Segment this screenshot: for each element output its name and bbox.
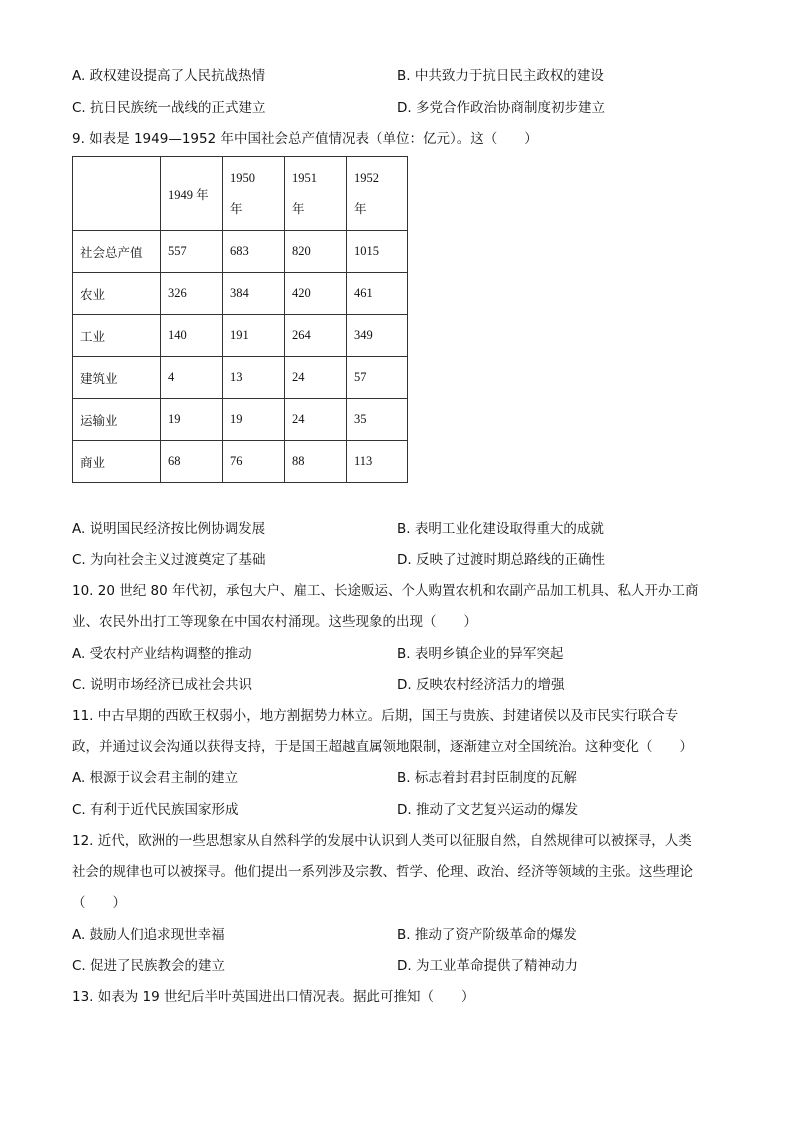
q9-option-b: B. 表明工业化建设取得重大的成就 (397, 521, 604, 537)
table-row-label: 农业 (73, 273, 161, 315)
table-cell: 191 (223, 315, 285, 357)
q10-option-d: D. 反映农村经济活力的增强 (397, 677, 565, 693)
table-cell: 68 (161, 441, 223, 483)
q11-option-b: B. 标志着封君封臣制度的瓦解 (397, 770, 577, 786)
q12-option-c: C. 促进了民族教会的建立 (72, 958, 226, 974)
q9-option-a: A. 说明国民经济按比例协调发展 (72, 521, 266, 537)
table-row-label: 工业 (73, 315, 161, 357)
q10-option-a: A. 受农村产业结构调整的推动 (72, 646, 252, 662)
q10-option-c: C. 说明市场经济已成社会共识 (72, 677, 253, 693)
table-header-1952-unit: 年 (354, 201, 367, 216)
table-cell: 683 (223, 231, 285, 273)
table-header-1950-year: 1950 (230, 170, 255, 185)
table-cell: 19 (223, 399, 285, 441)
q9-stem: 9. 如表是 1949—1952 年中国社会总产值情况表（单位：亿元）。这（ ） (72, 131, 538, 147)
table-header-1950 (223, 157, 285, 231)
table-cell: 420 (285, 273, 347, 315)
table-cell: 113 (347, 441, 408, 483)
q8-option-c: C. 抗日民族统一战线的正式建立 (72, 100, 266, 116)
table-cell: 820 (285, 231, 347, 273)
table-row (73, 441, 408, 483)
q11-option-c: C. 有利于近代民族国家形成 (72, 802, 239, 818)
table-row-label: 社会总产值 (73, 231, 161, 273)
table-cell: 557 (161, 231, 223, 273)
q11-stem-line2: 政，并通过议会沟通以获得支持，于是国王超越直属领地限制，逐渐建立对全国统治。这种变化（ ） (72, 739, 693, 755)
table-cell: 57 (347, 357, 408, 399)
table-row-label: 建筑业 (73, 357, 161, 399)
table-row-label: 运输业 (73, 399, 161, 441)
table-cell: 88 (285, 441, 347, 483)
q12-stem-line2: 社会的规律也可以被探寻。他们提出一系列涉及宗教、哲学、伦理、政治、经济等领域的主张。这些理论 (72, 864, 693, 880)
table-header-1952 (347, 157, 408, 231)
table-cell: 384 (223, 273, 285, 315)
table-cell: 13 (223, 357, 285, 399)
table-header-empty (73, 157, 161, 231)
table-header-1951-unit: 年 (292, 201, 305, 216)
table-header-1952-year: 1952 (354, 170, 379, 185)
q13-stem: 13. 如表为 19 世纪后半叶英国进出口情况表。据此可推知（ ） (72, 989, 475, 1005)
q11-option-d: D. 推动了文艺复兴运动的爆发 (397, 802, 578, 818)
q12-option-a: A. 鼓励人们追求现世幸福 (72, 927, 225, 943)
table-cell: 24 (285, 399, 347, 441)
q10-stem-line1: 10. 20 世纪 80 年代初，承包大户、雇工、长途贩运、个人购置农机和农副产品加工机具、私人开办工商 (72, 583, 699, 599)
q12-stem-line3: （ ） (72, 895, 126, 911)
table-cell: 349 (347, 315, 408, 357)
table-cell: 24 (285, 357, 347, 399)
table-cell: 1015 (347, 231, 408, 273)
table-row (73, 231, 408, 273)
table-cell: 4 (161, 357, 223, 399)
q8-option-a: A. 政权建设提高了人民抗战热情 (72, 68, 266, 84)
q12-stem-line1: 12. 近代，欧洲的一些思想家从自然科学的发展中认识到人类可以征服自然，自然规律可以被探寻，人类 (72, 833, 692, 849)
table-header-1951-year: 1951 (292, 170, 317, 185)
q10-option-b: B. 表明乡镇企业的异军突起 (397, 646, 564, 662)
table-header-1949: 1949 年 (161, 157, 223, 231)
table-row (73, 273, 408, 315)
q12-option-b: B. 推动了资产阶级革命的爆发 (397, 927, 577, 943)
q8-option-d: D. 多党合作政治协商制度初步建立 (397, 100, 605, 116)
table-cell: 76 (223, 441, 285, 483)
table-header-1950-unit: 年 (230, 201, 243, 216)
table-row (73, 315, 408, 357)
table-cell: 264 (285, 315, 347, 357)
q10-stem-line2: 业、农民外出打工等现象在中国农村涌现。这些现象的出现（ ） (72, 614, 477, 630)
q11-option-a: A. 根源于议会君主制的建立 (72, 770, 239, 786)
table-cell: 326 (161, 273, 223, 315)
gdp-table (72, 156, 408, 483)
table-row (73, 357, 408, 399)
table-cell: 140 (161, 315, 223, 357)
table-cell: 19 (161, 399, 223, 441)
q11-stem-line1: 11. 中古早期的西欧王权弱小，地方割据势力林立。后期，国王与贵族、封建诸侯以及市民实行联合专 (72, 708, 679, 724)
table-header-1951 (285, 157, 347, 231)
table-header-row (73, 157, 408, 231)
table-cell: 461 (347, 273, 408, 315)
q9-option-c: C. 为向社会主义过渡奠定了基础 (72, 552, 266, 568)
table-row (73, 399, 408, 441)
q12-option-d: D. 为工业革命提供了精神动力 (397, 958, 578, 974)
table-cell: 35 (347, 399, 408, 441)
q8-option-b: B. 中共致力于抗日民主政权的建设 (397, 68, 604, 84)
table-row-label: 商业 (73, 441, 161, 483)
q9-option-d: D. 反映了过渡时期总路线的正确性 (397, 552, 605, 568)
